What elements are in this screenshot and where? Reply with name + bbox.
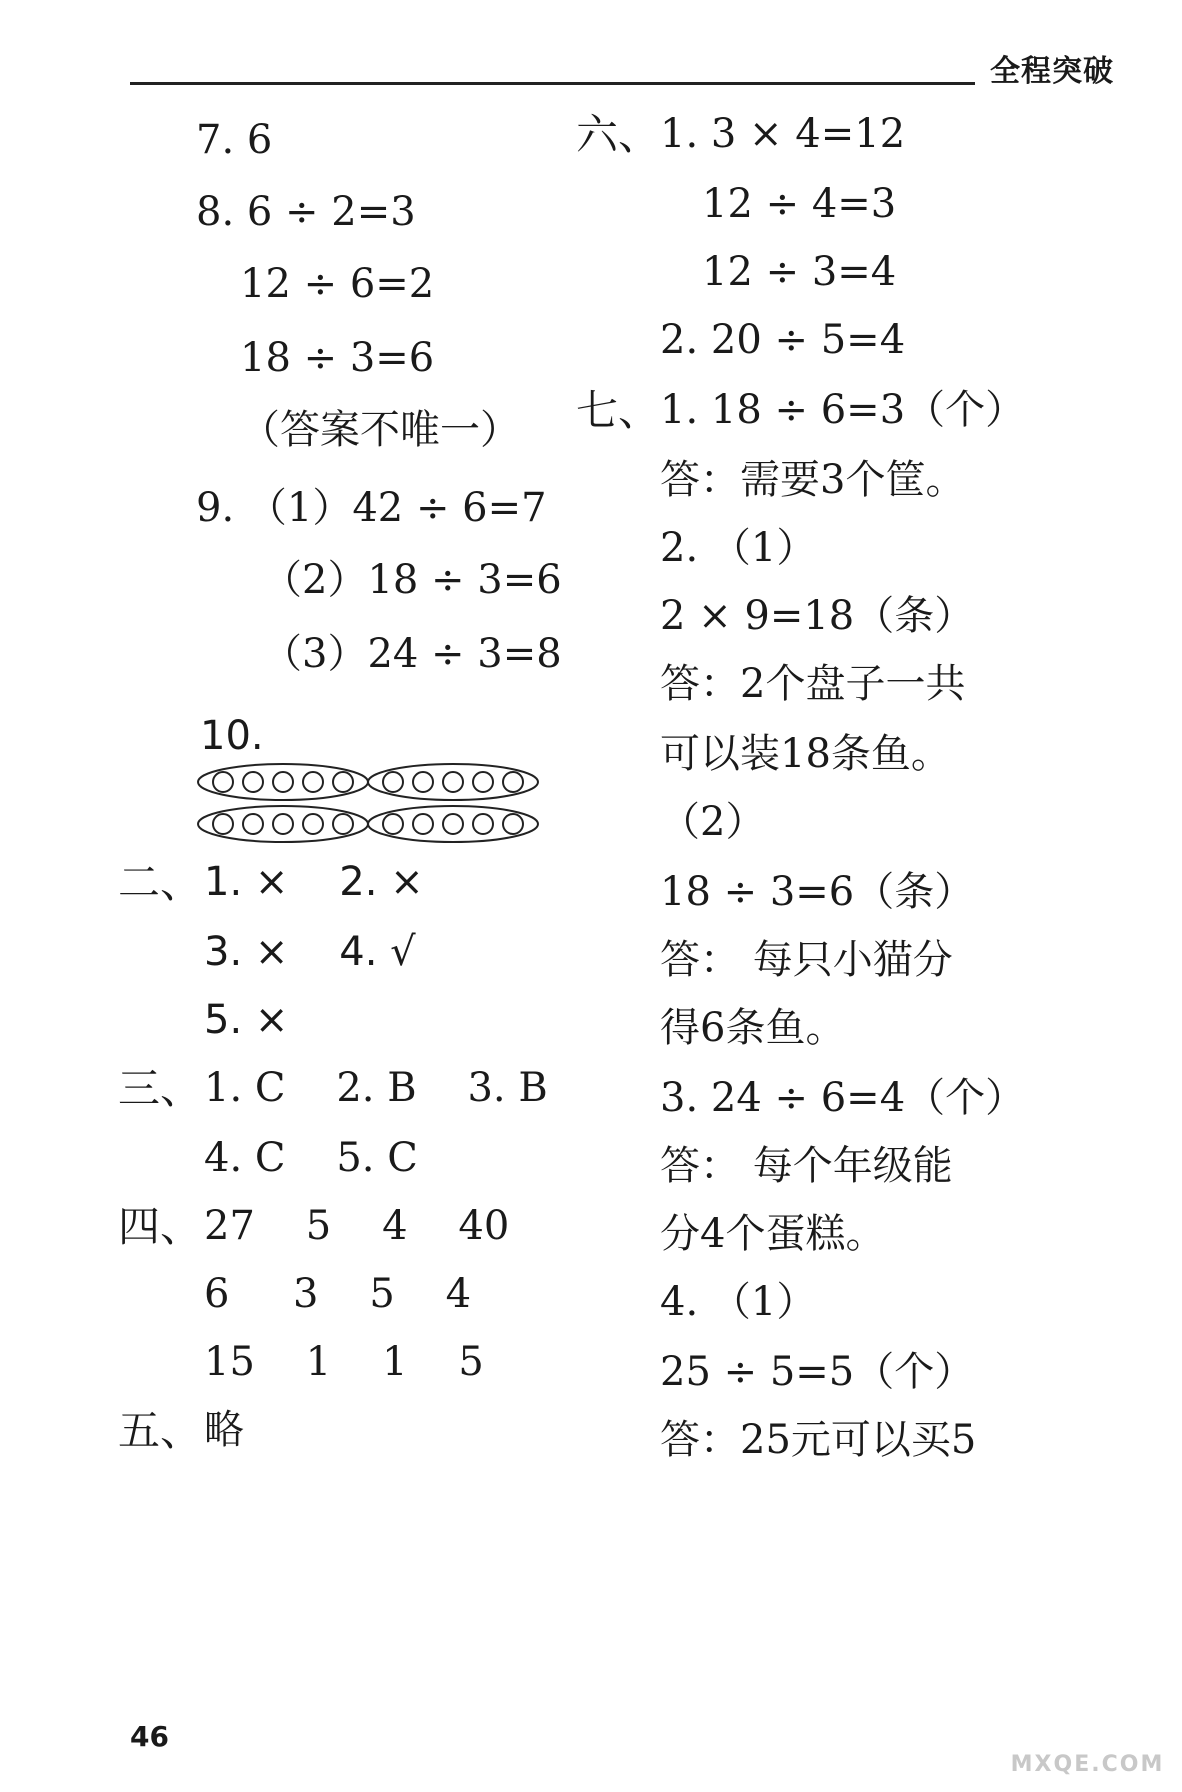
section-7-line: 答：2个盘子一共 [660, 661, 966, 707]
header-rule [130, 82, 975, 85]
answer-7: 7. 6 [196, 117, 273, 163]
section-6-line: 2. 20 ÷ 5=4 [660, 317, 906, 363]
section-7-line: 答：需要3个筐。 [660, 457, 966, 503]
section-7-line: 2. （1） [660, 525, 817, 571]
answer-8-line: 8. 6 ÷ 2=3 [196, 189, 416, 235]
section-2-marker: 二、 [118, 858, 203, 907]
grouping-diagram [196, 760, 541, 850]
section-7-line: 答： 每个年级能 [660, 1143, 953, 1189]
section-4-marker: 四、 [118, 1202, 203, 1251]
section-5-text: 略 [204, 1407, 244, 1453]
answer-9-line: （2）18 ÷ 3=6 [262, 557, 562, 603]
section-6-line: 12 ÷ 3=4 [702, 249, 897, 295]
section-7-line: 分4个蛋糕。 [660, 1211, 886, 1257]
section-7-line: 3. 24 ÷ 6=4（个） [660, 1075, 1026, 1121]
group-oval [368, 764, 538, 800]
answer-10: 10. [200, 713, 264, 759]
watermark [1005, 1700, 1170, 1785]
answer-9-line: 9. （1）42 ÷ 6=7 [196, 485, 547, 531]
section-7-line: 2 × 9=18（条） [660, 593, 975, 639]
section-6-line: 12 ÷ 4=3 [702, 181, 897, 227]
object-circle [473, 772, 493, 792]
object-circle [243, 772, 263, 792]
object-circle [503, 772, 523, 792]
object-circle [273, 814, 293, 834]
section-7-line: 25 ÷ 5=5（个） [660, 1349, 975, 1395]
section-6-line: 1. 3 × 4=12 [660, 111, 906, 157]
object-circle [413, 772, 433, 792]
object-circle [413, 814, 433, 834]
group-oval [198, 764, 368, 800]
section-7-line: 18 ÷ 3=6（条） [660, 869, 975, 915]
object-circle [333, 772, 353, 792]
section-2-line: 1. × 2. × [204, 859, 424, 905]
answer-8-line: 18 ÷ 3=6 [240, 335, 435, 381]
object-circle [303, 814, 323, 834]
object-circle [303, 772, 323, 792]
section-7-line: 1. 18 ÷ 6=3（个） [660, 387, 1026, 433]
object-circle [473, 814, 493, 834]
object-circle [383, 814, 403, 834]
answer-8-line: 12 ÷ 6=2 [240, 261, 435, 307]
section-4-line: 15 1 1 5 [204, 1339, 484, 1385]
section-3-marker: 三、 [118, 1064, 203, 1113]
section-6-marker: 六、 [576, 110, 661, 159]
section-7-marker: 七、 [576, 386, 661, 435]
object-circle [333, 814, 353, 834]
section-7-line: 4. （1） [660, 1279, 817, 1325]
section-2-line: 5. × [204, 997, 289, 1043]
section-7-line: 答：25元可以买5 [660, 1417, 977, 1463]
answer-8-note: （答案不唯一） [240, 407, 520, 453]
object-circle [273, 772, 293, 792]
section-4-line: 27 5 4 40 [204, 1203, 510, 1249]
object-circle [443, 814, 463, 834]
page-number: 46 [130, 1720, 169, 1753]
object-circle [383, 772, 403, 792]
section-7-line: （2） [660, 799, 766, 845]
section-4-line: 6 3 5 4 [204, 1271, 472, 1317]
object-circle [213, 772, 233, 792]
object-circle [243, 814, 263, 834]
section-2-line: 3. × 4. √ [204, 929, 416, 975]
group-oval [198, 806, 368, 842]
section-3-line: 1. C 2. B 3. B [204, 1065, 548, 1111]
section-3-line: 4. C 5. C [204, 1135, 418, 1181]
answer-9-line: （3）24 ÷ 3=8 [262, 631, 562, 677]
header-title: 全程突破 [990, 54, 1114, 89]
section-7-line: 可以装18条鱼。 [660, 731, 951, 777]
section-7-line: 得6条鱼。 [660, 1005, 846, 1051]
object-circle [443, 772, 463, 792]
watermark-text: MXQE.COM [1010, 1752, 1165, 1777]
section-7-line: 答： 每只小猫分 [660, 937, 953, 983]
object-circle [503, 814, 523, 834]
object-circle [213, 814, 233, 834]
section-5-marker: 五、 [118, 1406, 203, 1455]
group-oval [368, 806, 538, 842]
